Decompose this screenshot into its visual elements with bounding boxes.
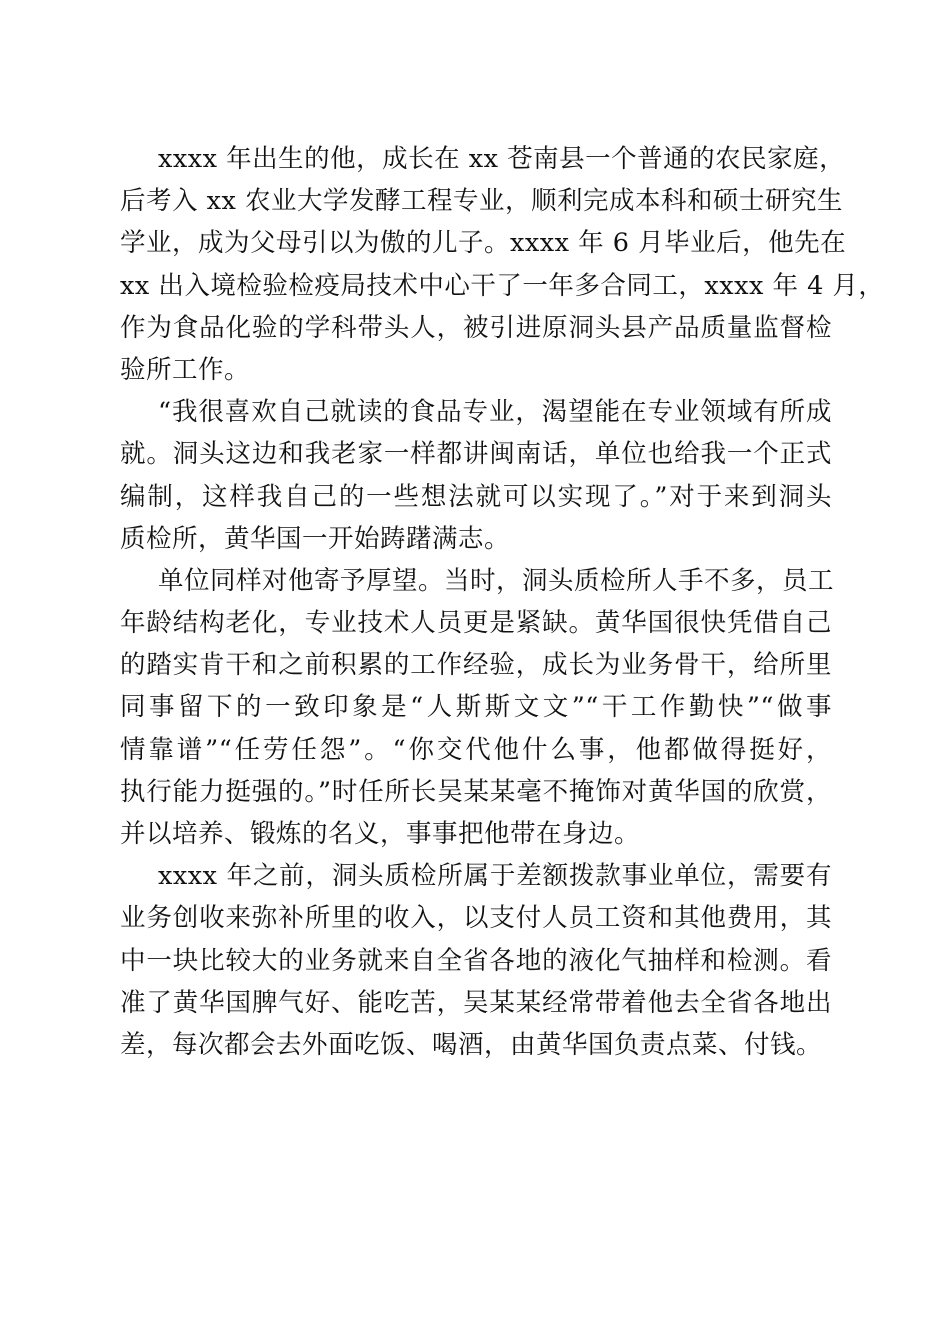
paragraph-1 <box>120 138 885 391</box>
text-line: 就。洞头这边和我老家一样都讲闽南话，单位也给我一个正式 <box>120 439 832 470</box>
text-line: 情靠谱”“任劳任怨”。“你交代他什么事，他都做得挺好， <box>120 734 832 765</box>
text-line: 验所工作。 <box>120 354 251 385</box>
text-line: 编制，这样我自己的一些想法就可以实现了。”对于来到洞头 <box>120 481 832 512</box>
text-line: xx 出入境检验检疫局技术中心干了一年多合同工，xxxx 年 4 月， <box>120 270 885 301</box>
text-line: 作为食品化验的学科带头人，被引进原洞头县产品质量监督检 <box>120 312 832 343</box>
text-line: 并以培养、锻炼的名义，事事把他带在身边。 <box>120 819 641 849</box>
text-line: 执行能力挺强的。”时任所长吴某某毫不掩饰对黄华国的欣赏， <box>120 776 832 807</box>
text-line: 年龄结构老化，专业技术人员更是紧缺。黄华国很快凭借自己 <box>120 608 832 639</box>
paragraph-3 <box>120 560 835 855</box>
paragraph-2 <box>120 391 832 560</box>
text-line: 的踏实肯干和之前积累的工作经验，成长为业务骨干，给所里 <box>120 650 832 681</box>
text-line: 差，每次都会去外面吃饭、喝酒，由黄华国负责点菜、付钱。 <box>120 1029 823 1060</box>
text-line: 后考入 xx 农业大学发酵工程专业，顺利完成本科和硕士研究生 <box>120 186 843 217</box>
text-line: 单位同样对他寄予厚望。当时，洞头质检所人手不多，员工 <box>158 565 835 596</box>
text-line: 准了黄华国脾气好、能吃苦，吴某某经常带着他去全省各地出 <box>120 987 832 1018</box>
text-line: 中一块比较大的业务就来自全省各地的液化气抽样和检测。看 <box>120 945 832 976</box>
text-line: 质检所，黄华国一开始踌躇满志。 <box>120 523 511 554</box>
text-line: 业务创收来弥补所里的收入，以支付人员工资和其他费用，其 <box>120 903 832 934</box>
text-line: xxxx 年出生的他，成长在 xx 苍南县一个普通的农民家庭， <box>158 144 846 174</box>
text-line: xxxx 年之前，洞头质检所属于差额拨款事业单位，需要有 <box>158 861 832 892</box>
paragraph-4 <box>120 855 832 1066</box>
text-line: “我很喜欢自己就读的食品专业，渴望能在专业领域有所成 <box>158 397 832 428</box>
text-line: 学业，成为父母引以为傲的儿子。xxxx 年 6 月毕业后，他先在 <box>120 228 847 259</box>
document-body <box>120 138 885 1066</box>
text-line: 同事留下的一致印象是“人斯斯文文”“干工作勤快”“做事 <box>120 692 832 723</box>
